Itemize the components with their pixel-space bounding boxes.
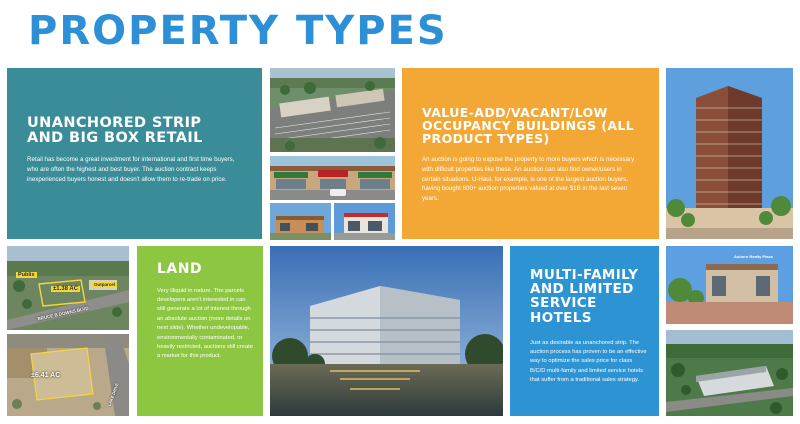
plaza-sign-text: Auburn Realty Plaza xyxy=(734,254,773,259)
sat-road-label: LAKE DRIVE xyxy=(106,382,120,407)
map-road-label: BRUCE B DOWNS BLVD xyxy=(37,305,90,322)
multi-family-body: Just as desirable as unanchored strip. The auction process has proven to be an effective way to optimize the sales price for class B/C/D multi-family and limited service hotels that suffer from a traditional sales strategy. xyxy=(530,339,647,384)
hotel-aerial-photo xyxy=(666,330,793,416)
office-tower-photo xyxy=(666,68,793,239)
office-lake-photo xyxy=(270,246,503,416)
plaza-building-photo xyxy=(666,246,793,324)
value-add-heading: VALUE-ADD/VACANT/LOW OCCUPANCY BUILDINGS (ALL PRODUCT TYPES) xyxy=(422,105,635,147)
value-add-panel xyxy=(402,68,659,239)
retail-building-photo-1 xyxy=(270,203,331,240)
aerial-retail-photo xyxy=(270,68,395,152)
retail-building-photo-2 xyxy=(334,203,395,240)
map-publix-label: Publix xyxy=(18,272,35,278)
sat-acreage-label: ±6.41 AC xyxy=(31,372,61,379)
retail-panel xyxy=(7,68,262,239)
land-body: Very illiquid in nature. The parcels developers aren't interested in can still generate a lot of interest through an absolute auction (more details on next slide). Whether undevelopable, environmentally contaminated, or heavily restricted, auctions still create a market for this product. xyxy=(157,287,254,360)
land-heading: LAND xyxy=(157,261,203,277)
multi-family-panel xyxy=(510,246,659,416)
retail-body: Retail has become a great investment for international and first time buyers, who are often the highest and best buyer. The auction contract keeps inexperienced buyers honest and doesn't allow them to re-trade on price. xyxy=(27,156,235,183)
land-satellite-photo xyxy=(7,334,129,416)
map-outparcel-label: Outparcel xyxy=(94,282,116,287)
multi-family-heading: MULTI-FAMILY AND LIMITED SERVICE HOTELS xyxy=(530,267,639,326)
storefront-photo xyxy=(270,156,395,200)
map-acreage-label: ±1.38 AC xyxy=(53,286,79,292)
land-panel xyxy=(137,246,263,416)
retail-heading: UNANCHORED STRIP AND BIG BOX RETAIL xyxy=(27,115,203,147)
page-title: PROPERTY TYPES xyxy=(28,8,448,54)
value-add-body: An auction is going to expose the property to more buyers which is necessary with difficult properties like these. An auction can also find owner/users in certain situations. U-Haul, for example, is one of the largest auction buyers, having bought 600+ auction properties valued at over $1B in the last seven years. xyxy=(422,156,635,202)
land-aerial-map-photo xyxy=(7,246,129,330)
